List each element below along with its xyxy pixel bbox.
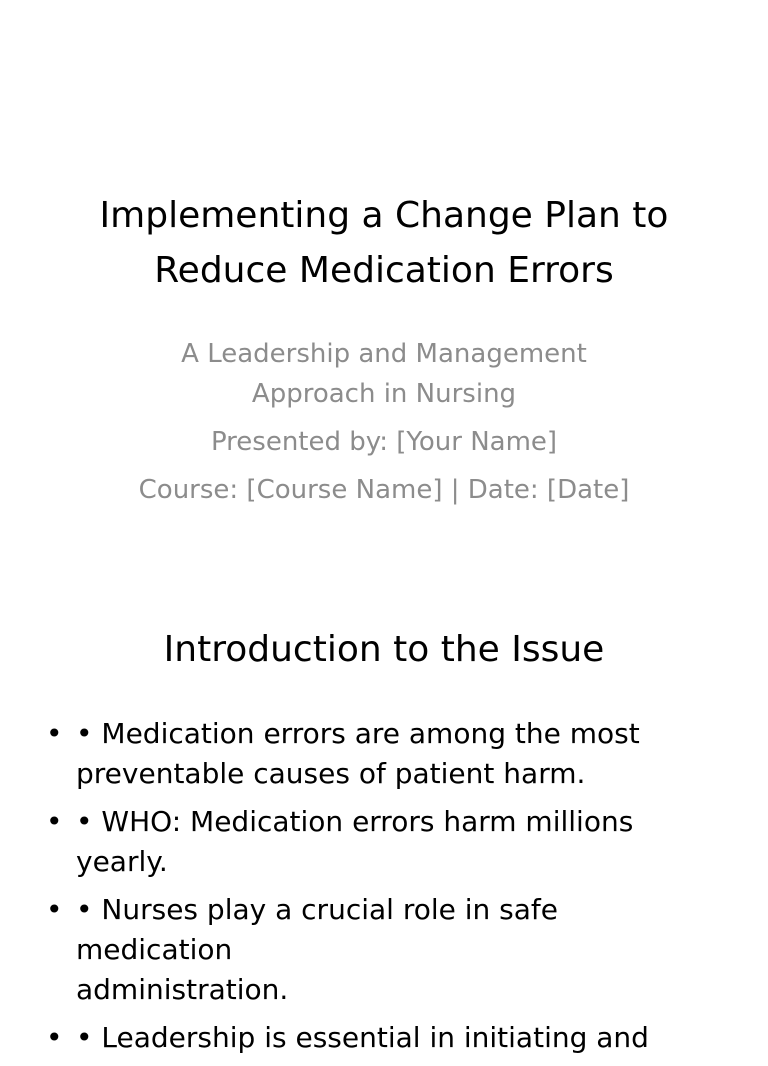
presenter-line: Presented by: [Your Name] bbox=[210, 427, 558, 457]
bullet-item bbox=[40, 890, 720, 1010]
subtitle-text bbox=[90, 334, 678, 414]
title-line-2: Reduce Medication Errors bbox=[154, 250, 614, 291]
slide-title bbox=[40, 188, 728, 298]
introduction-slide bbox=[0, 576, 768, 1054]
bullet-dot-icon: • bbox=[46, 805, 63, 838]
bullet-item bbox=[40, 1018, 720, 1058]
subtitle-line-2: Approach in Nursing bbox=[251, 379, 517, 409]
bullet-line-1: • Leadership is essential in initiating and bbox=[76, 1021, 649, 1054]
bullet-item bbox=[40, 714, 720, 794]
bullet-line-1: • Nurses play a crucial role in safe medication bbox=[76, 893, 559, 966]
course-date-line: Course: [Course Name] | Date: [Date] bbox=[138, 475, 630, 505]
bullet-dot-icon: • bbox=[46, 893, 63, 926]
bullet-line-2: administration. bbox=[76, 973, 289, 1006]
slide-subtitle bbox=[90, 334, 678, 510]
bullet-dot-icon: • bbox=[46, 1021, 63, 1054]
subtitle-line-1: A Leadership and Management bbox=[181, 339, 587, 369]
bullet-line-1: • WHO: Medication errors harm millions bbox=[76, 805, 634, 838]
bullet-dot-icon: • bbox=[46, 717, 63, 750]
section-title: Introduction to the Issue bbox=[163, 629, 605, 670]
bullet-line-2: yearly. bbox=[76, 845, 168, 878]
bullet-line-1: • Medication errors are among the most bbox=[76, 717, 640, 750]
bullet-line-2: preventable causes of patient harm. bbox=[76, 757, 586, 790]
bullet-item bbox=[40, 802, 720, 882]
title-line-1: Implementing a Change Plan to bbox=[99, 195, 669, 236]
bullet-list bbox=[40, 714, 720, 1066]
